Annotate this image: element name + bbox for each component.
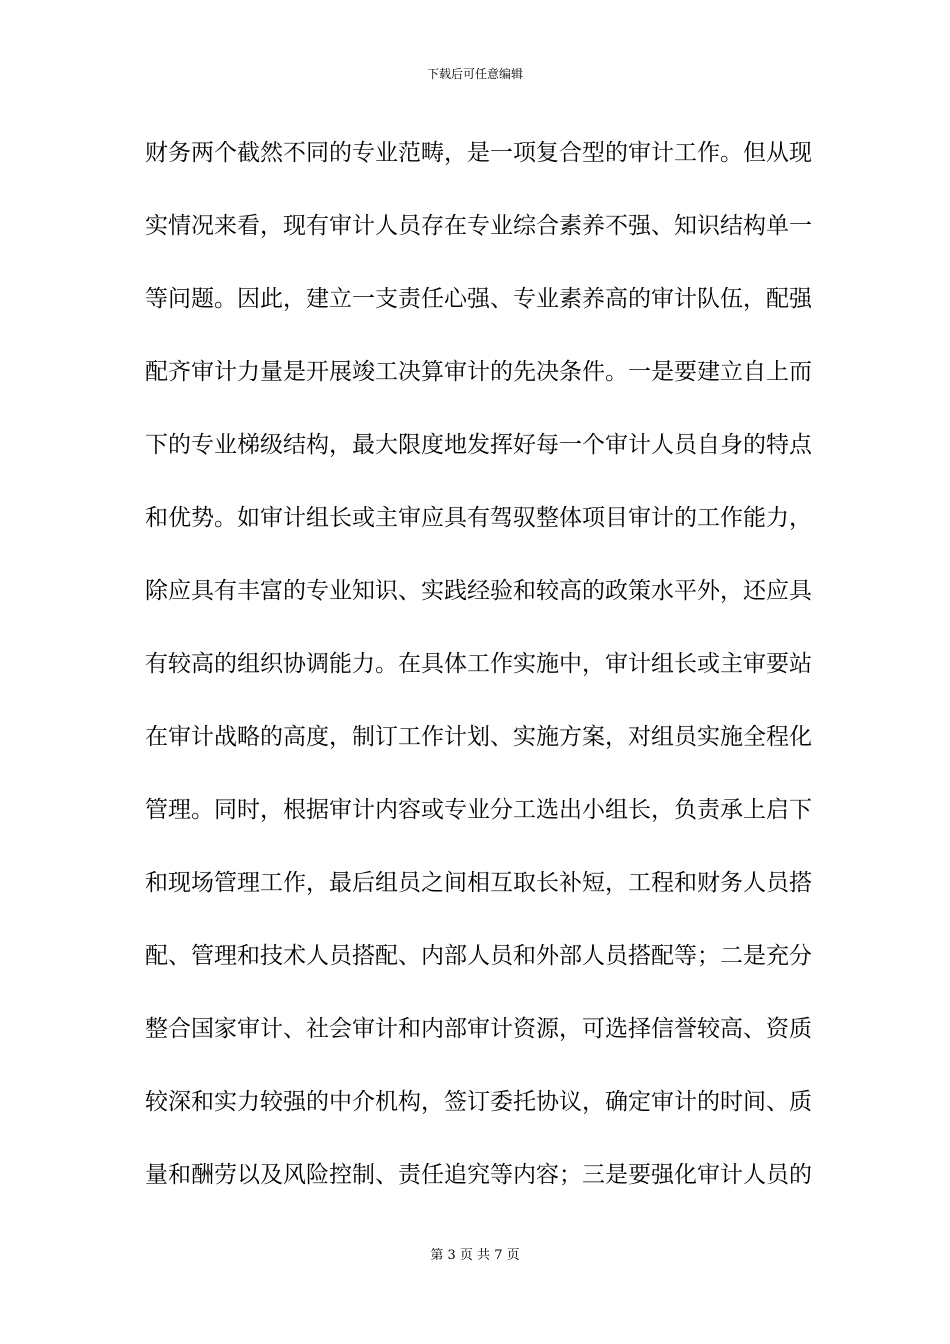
paragraph-line: 配齐审计力量是开展竣工决算审计的先决条件。一是要建立自上而	[145, 359, 812, 385]
page-header: 下载后可任意编辑	[426, 67, 523, 81]
paragraph-line: 整合国家审计、社会审计和内部审计资源，可选择信誉较高、资质	[145, 1016, 812, 1042]
paragraph-line: 除应具有丰富的专业知识、实践经验和较高的政策水平外，还应具	[145, 578, 812, 604]
paragraph-line: 有较高的组织协调能力。在具体工作实施中，审计组长或主审要站	[145, 651, 812, 677]
paragraph-line: 等问题。因此，建立一支责任心强、专业素养高的审计队伍，配强	[145, 286, 812, 312]
paragraph-line: 财务两个截然不同的专业范畴，是一项复合型的审计工作。但从现	[145, 140, 812, 166]
document-body	[145, 131, 812, 1226]
page-number-footer: 第 3 页 共 7 页	[430, 1248, 520, 1263]
paragraph-line: 配、管理和技术人员搭配、内部人员和外部人员搭配等；二是充分	[145, 943, 812, 969]
paragraph-line: 实情况来看，现有审计人员存在专业综合素养不强、知识结构单一	[145, 213, 812, 239]
paragraph-line: 和优势。如审计组长或主审应具有驾驭整体项目审计的工作能力，	[145, 505, 812, 531]
paragraph-line: 较深和实力较强的中介机构，签订委托协议，确定审计的时间、质	[145, 1089, 812, 1115]
paragraph-line: 和现场管理工作，最后组员之间相互取长补短，工程和财务人员搭	[145, 870, 812, 896]
paragraph-line: 量和酬劳以及风险控制、责任追究等内容；三是要强化审计人员的	[145, 1162, 812, 1188]
paragraph-line: 在审计战略的高度，制订工作计划、实施方案，对组员实施全程化	[145, 724, 812, 750]
paragraph-line: 下的专业梯级结构，最大限度地发挥好每一个审计人员自身的特点	[145, 432, 812, 458]
paragraph-line: 管理。同时，根据审计内容或专业分工选出小组长，负责承上启下	[145, 797, 812, 823]
